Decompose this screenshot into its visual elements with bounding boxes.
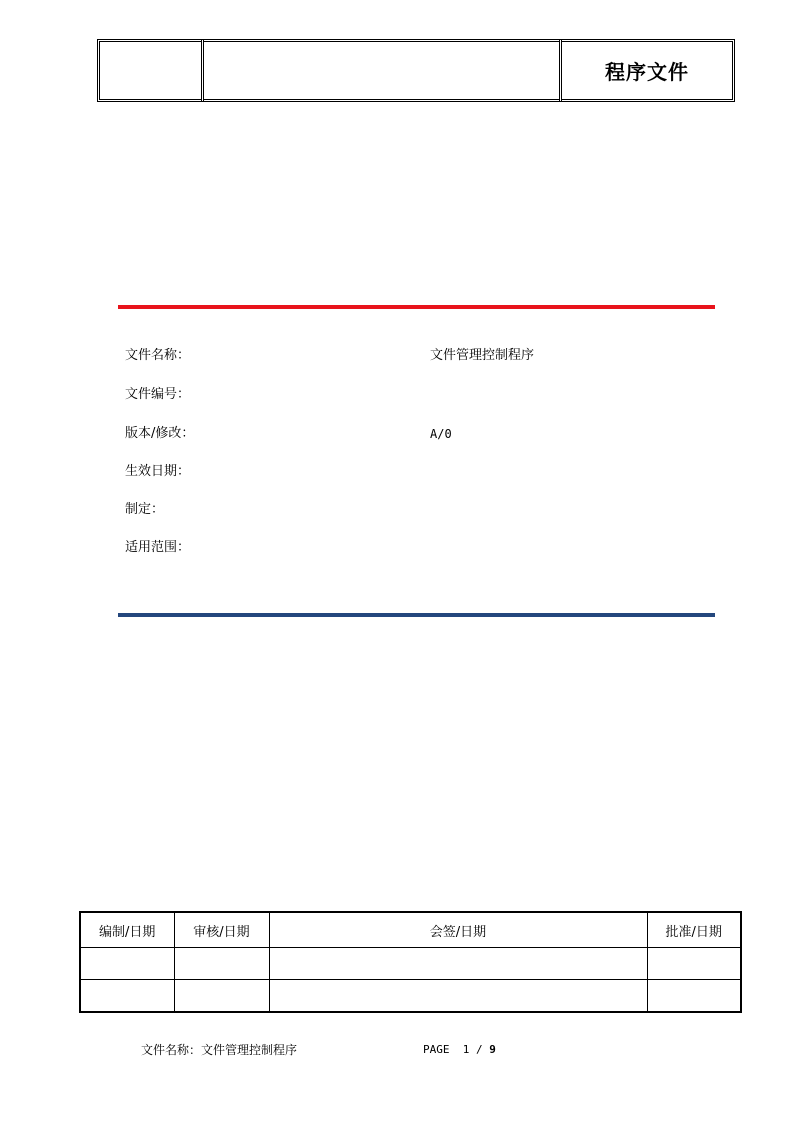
page-label: PAGE — [423, 1043, 450, 1056]
header-center-cell — [201, 39, 562, 102]
approved-cell — [647, 948, 741, 980]
countersigned-cell — [269, 948, 647, 980]
header-prepared-by: 编制/日期 — [80, 912, 174, 948]
header-logo-cell — [97, 39, 204, 102]
scope-label: 适用范围： — [125, 540, 191, 555]
signature-header-row — [80, 912, 741, 948]
info-row-effective-date — [125, 462, 715, 482]
header-approved-by: 批准/日期 — [647, 912, 741, 948]
reviewed-cell — [174, 948, 269, 980]
info-row-file-name — [125, 346, 715, 366]
reviewed-cell — [174, 980, 269, 1013]
info-row-author — [125, 500, 715, 520]
author-label: 制定： — [125, 502, 165, 517]
approved-cell — [647, 980, 741, 1013]
table-row — [80, 980, 741, 1013]
footer-page-number — [423, 1040, 496, 1060]
header-reviewed-by: 审核/日期 — [174, 912, 269, 948]
page-separator: / — [476, 1043, 483, 1056]
document-header — [97, 39, 735, 102]
page-current: 1 — [462, 1043, 470, 1056]
file-name-label: 文件名称： — [125, 348, 191, 363]
prepared-cell — [80, 980, 174, 1013]
effective-date-label: 生效日期： — [125, 464, 191, 479]
info-row-file-number — [125, 385, 715, 405]
countersigned-cell — [269, 980, 647, 1013]
bottom-rule — [118, 613, 715, 617]
table-row — [80, 948, 741, 980]
header-title-cell — [559, 39, 735, 102]
header-countersigned: 会签/日期 — [269, 912, 647, 948]
file-number-label: 文件编号： — [125, 387, 191, 402]
page-total: 9 — [489, 1043, 496, 1056]
file-name-value: 文件管理控制程序 — [430, 348, 535, 363]
info-row-scope — [125, 538, 715, 558]
header-title: 程序文件 — [605, 60, 689, 84]
version-value: A/0 — [430, 427, 452, 441]
signature-table — [79, 911, 742, 1013]
info-row-version — [125, 424, 715, 444]
prepared-cell — [80, 948, 174, 980]
version-label: 版本/修改： — [125, 426, 195, 441]
footer-filename: 文件名称：文件管理控制程序 — [141, 1043, 298, 1057]
top-rule — [118, 305, 715, 309]
